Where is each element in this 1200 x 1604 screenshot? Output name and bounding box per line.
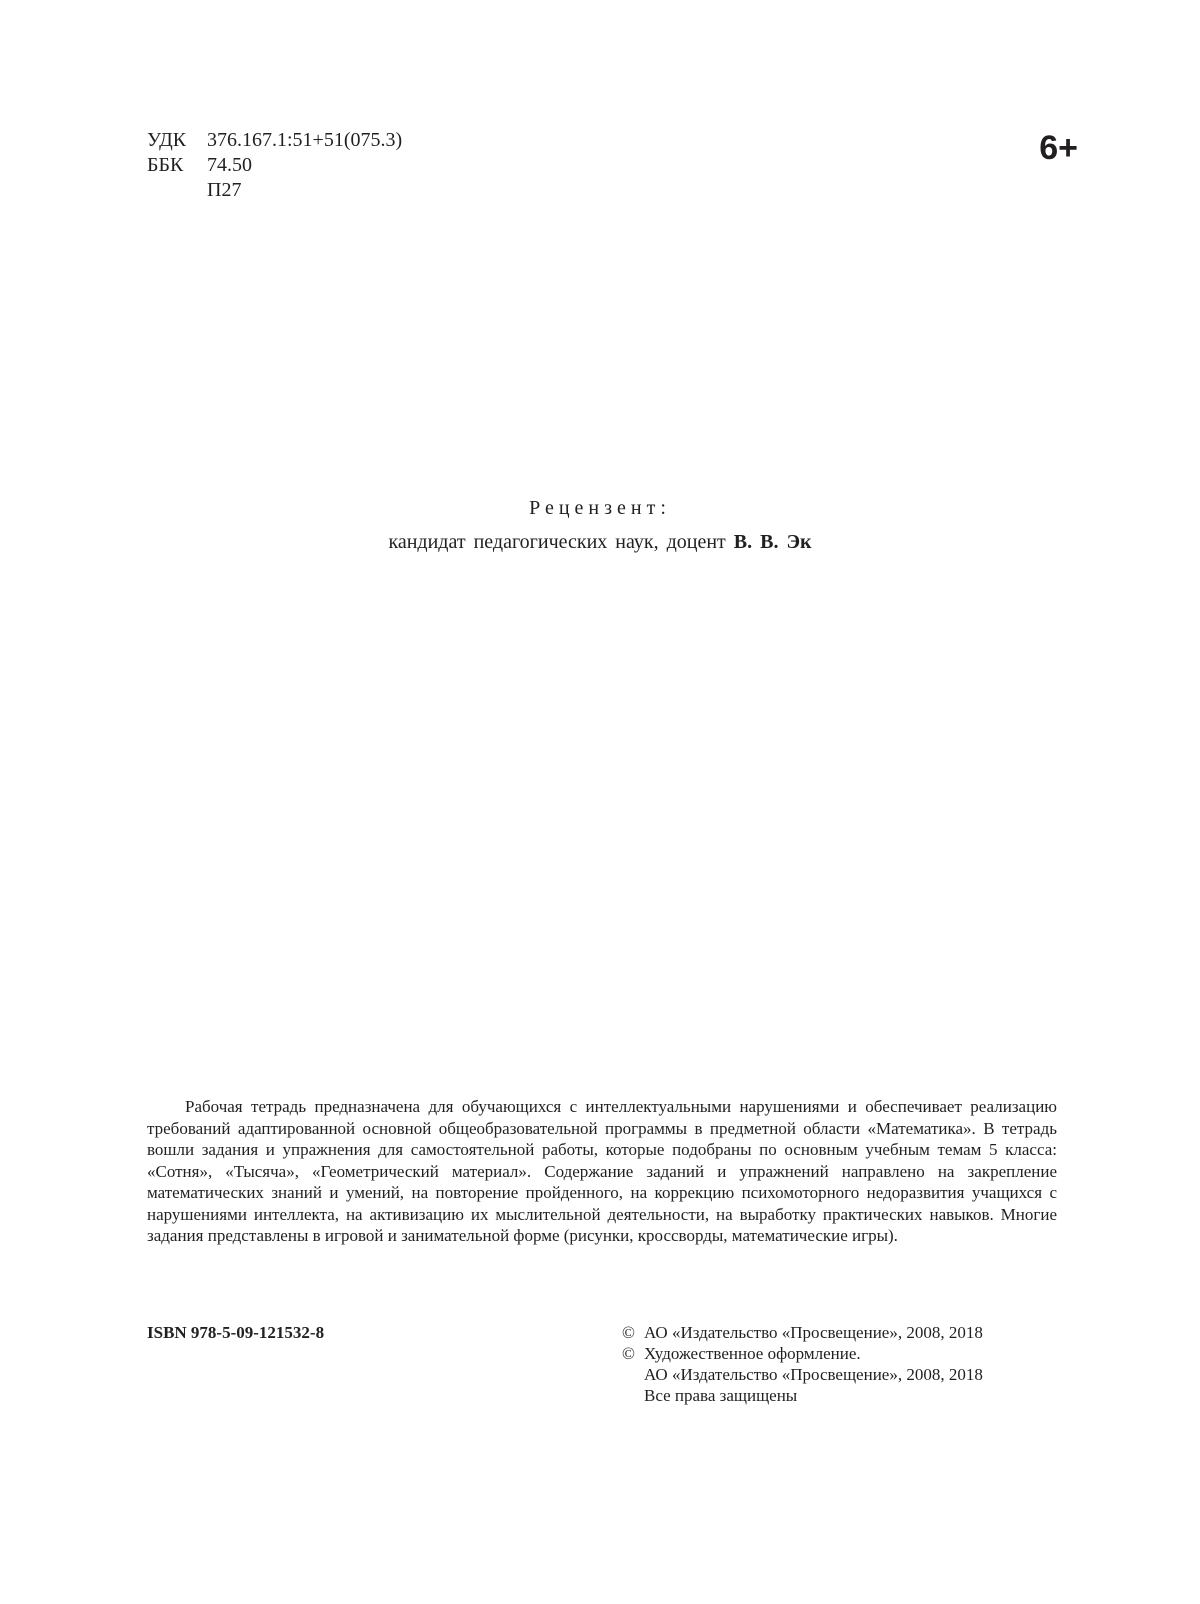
author-mark: П27 [207,179,242,201]
udk-value: 376.167.1:51+51(075.3) [207,129,403,151]
bbk-row [147,153,402,178]
reviewer-credentials: кандидат педагогических наук, доцент [388,531,726,553]
reviewer-block [0,491,1200,559]
udk-row [147,128,402,153]
age-rating-badge: 6+ [1039,129,1078,167]
reviewer-title: Рецензент: [529,497,671,519]
bbk-value: 74.50 [207,154,252,176]
classification-block [147,128,402,203]
copyright-line-4: Все права защищены [644,1386,798,1405]
author-mark-row [147,178,402,203]
copyright-line-3: АО «Издательство «Просвещение», 2008, 2018 [644,1365,983,1384]
copyright-symbol: © [622,1344,635,1363]
copyright-line-2: © Художественное оформление. [622,1344,861,1363]
reviewer-name: В. В. Эк [733,531,812,553]
reviewer-line [0,525,1200,559]
copyright-line-1: © АО «Издательство «Просвещение», 2008, 2018 [622,1323,983,1342]
copyright-symbol: © [622,1323,635,1342]
bbk-label: ББК [147,154,184,176]
book-abstract: Рабочая тетрадь предназначена для обучающихся с интеллектуальными нарушениями и обеспечивает реализацию требований адаптированной основной общеобразовательной программы в предметной области «Математика». В тетрадь вошли задания и упражнения для самостоятельной работы, которые подобраны по основным учебным темам 5 класса: «Сотня», «Тысяча», «Геометрический материал». Содержание заданий и упражнений направлено на закрепление математических знаний и умений, на повторение пройденного, на коррекцию психомоторного недоразвития учащихся с нарушениями интеллекта, на активизацию их мыслительной деятельности, на выработку практических навыков. Многие задания представлены в игровой и занимательной форме (рисунки, кроссворды, математические игры). [147,1097,1057,1245]
isbn: ISBN 978-5-09-121532-8 [147,1323,325,1342]
copyright-block [622,1322,983,1406]
udk-label: УДК [147,129,187,151]
